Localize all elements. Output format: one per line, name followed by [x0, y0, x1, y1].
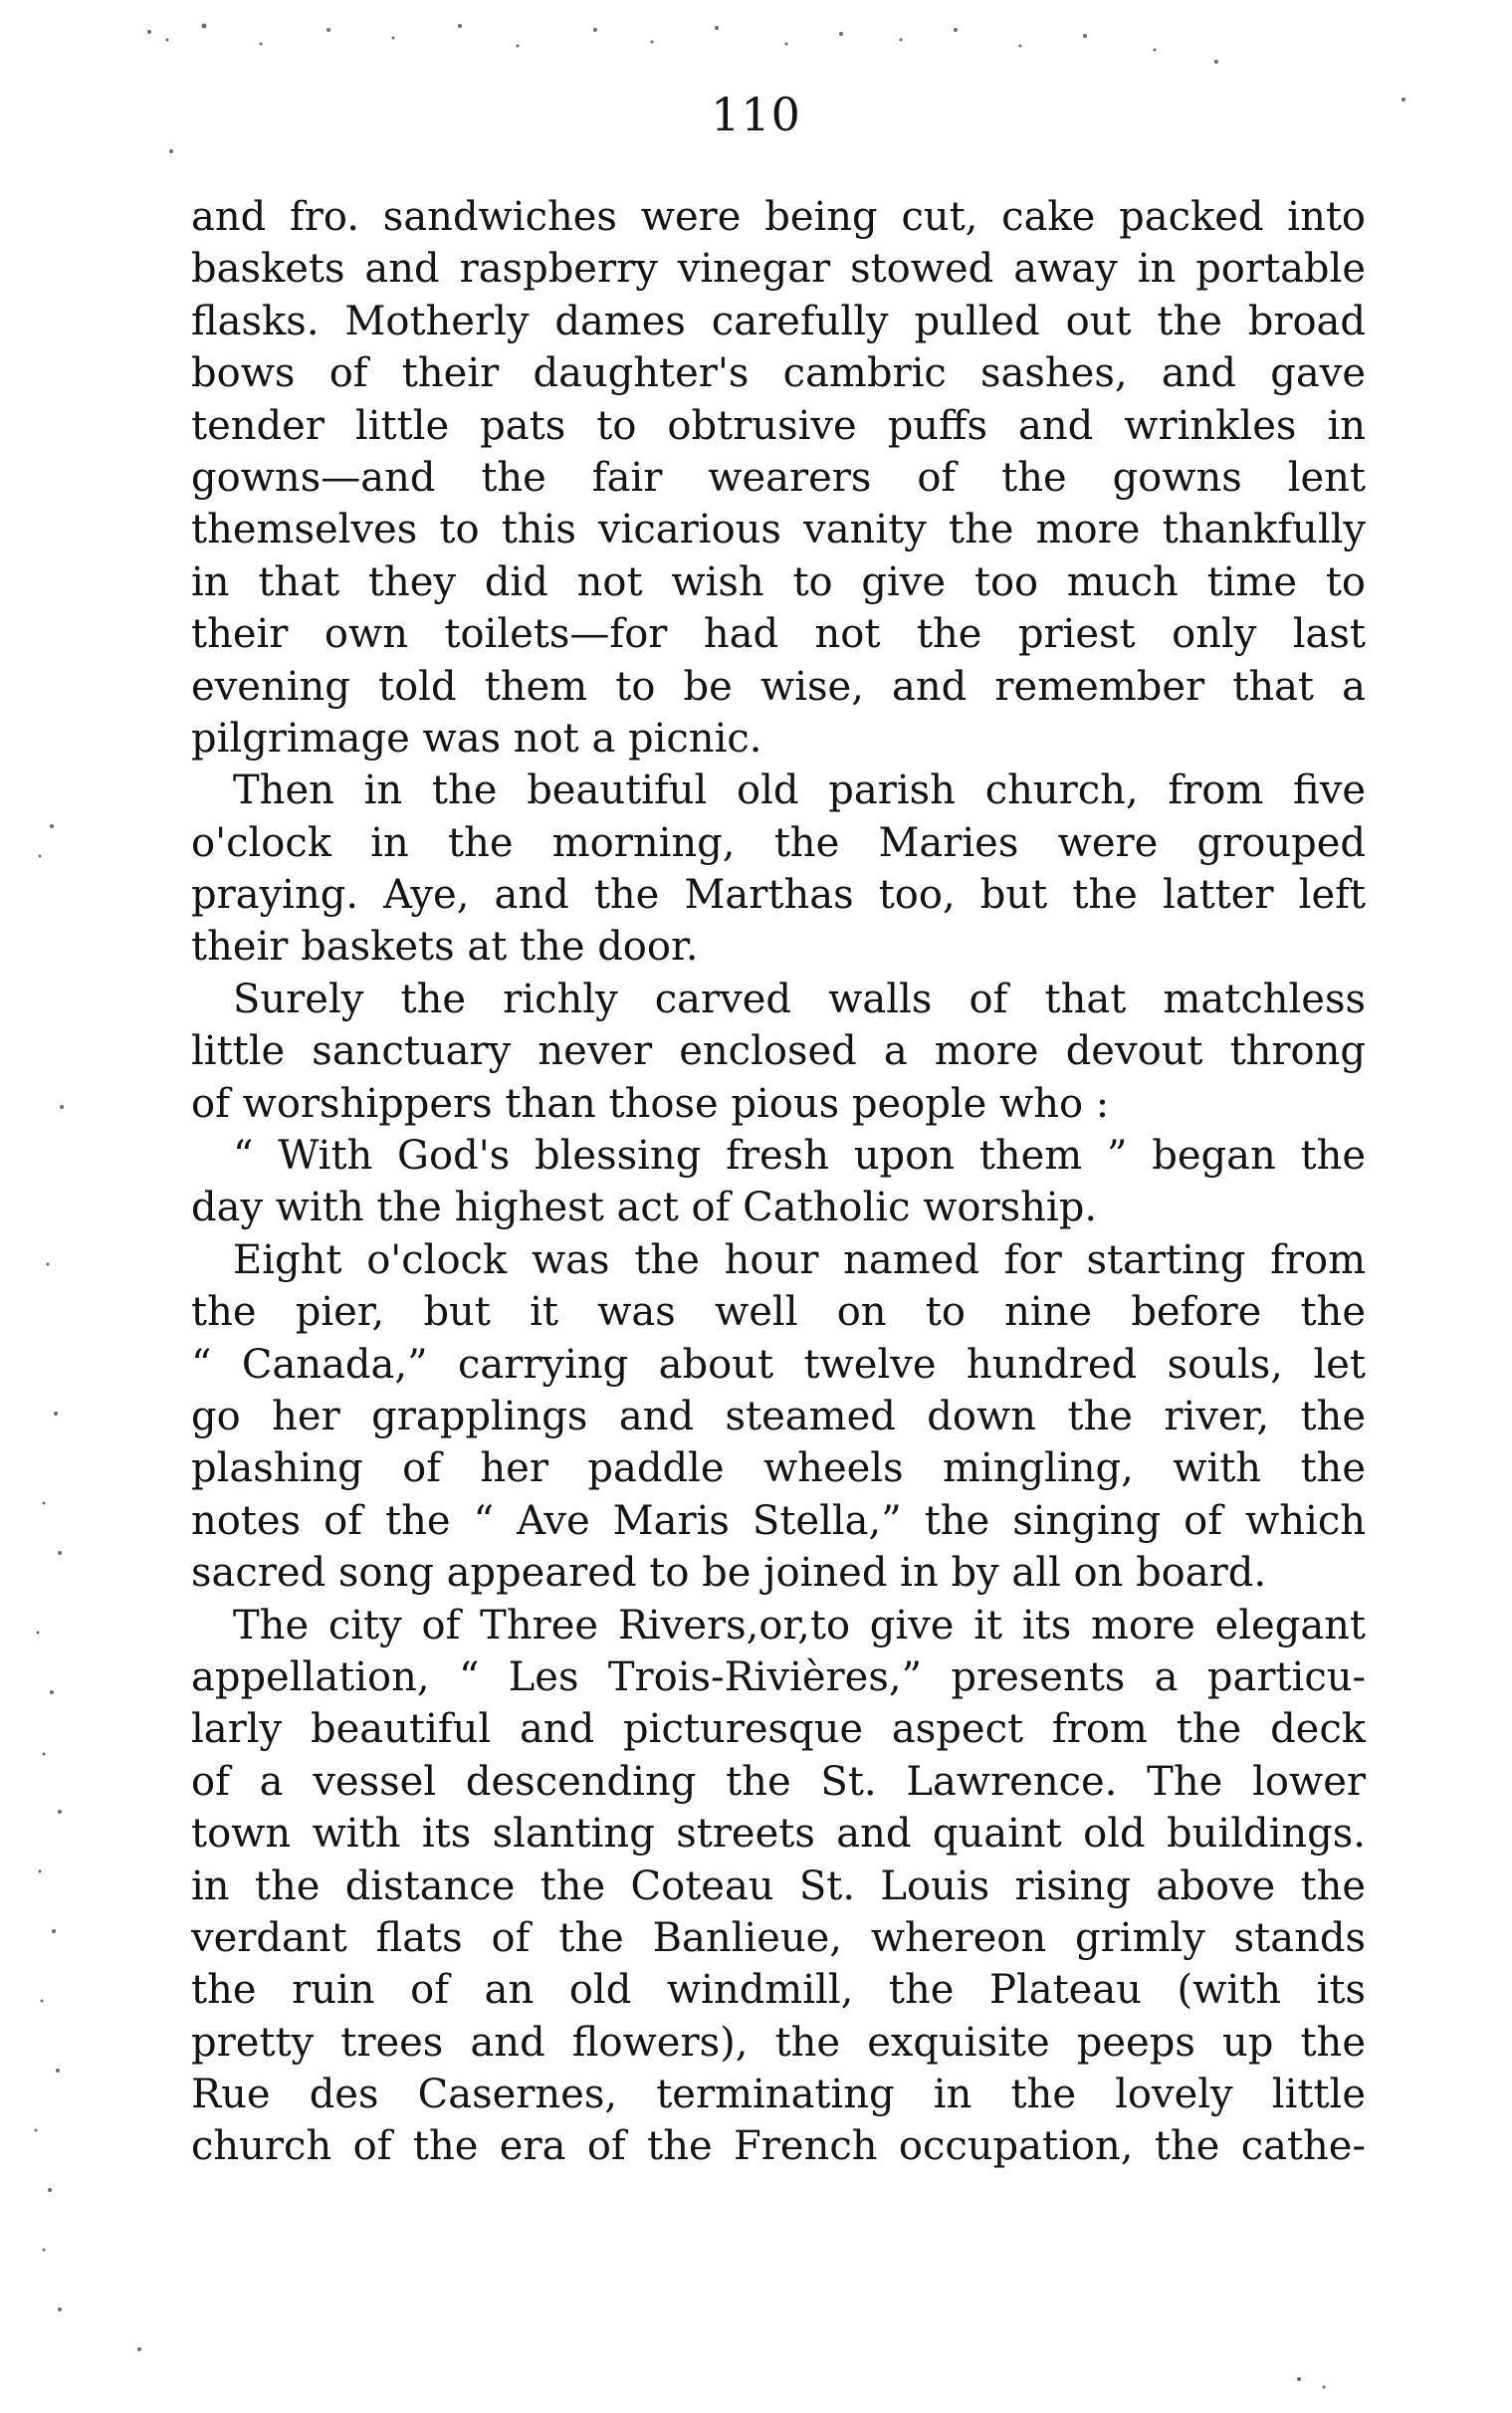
text-line: day with the highest act of Catholic worship.: [191, 1185, 1098, 1231]
text-line: pretty trees and flowers), the exquisite peeps up the: [191, 2019, 1366, 2066]
text-line: and fro. sandwiches were being cut, cake packed into: [191, 194, 1366, 240]
text-line: verdant flats of the Banlieue, whereon grimly stands: [191, 1914, 1366, 1961]
text-line: Rue des Casernes, terminating in the lovely little: [191, 2072, 1366, 2118]
text-line: evening told them to be wise, and remember that a: [191, 663, 1366, 710]
text-line: Then in the beautiful old parish church, from five: [233, 768, 1366, 814]
text-line: in that they did not wish to give too much time to: [191, 558, 1366, 605]
text-line: notes of the “ Ave Maris Stella,” the singing of which: [191, 1497, 1366, 1544]
text-line: baskets and raspberry vinegar stowed away in portable: [191, 246, 1366, 293]
text-line: plashing of her paddle wheels mingling, with the: [191, 1445, 1366, 1492]
text-line: “ Canada,” carrying about twelve hundred souls, let: [191, 1341, 1366, 1388]
text-line: of worshippers than those pious people who :: [191, 1080, 1110, 1127]
text-line: pilgrimage was not a picnic.: [191, 715, 762, 762]
text-line: their baskets at the door.: [191, 924, 699, 971]
text-line: “ With God's blessing fresh upon them ” began the: [233, 1133, 1366, 1180]
text-line: sacred song appeared to be joined in by all on board.: [191, 1550, 1267, 1597]
text-line: their own toilets—for had not the priest only last: [191, 611, 1366, 658]
text-line: flasks. Motherly dames carefully pulled out the broad: [191, 298, 1366, 344]
text-line: gowns—and the fair wearers of the gowns lent: [191, 454, 1366, 501]
text-line: bows of their daughter's cambric sashes, and gave: [191, 350, 1366, 397]
text-line: the ruin of an old windmill, the Plateau (with its: [191, 1967, 1366, 2014]
text-line: o'clock in the morning, the Maries were grouped: [191, 819, 1366, 866]
page-number: 110: [711, 88, 801, 141]
text-line: tender little pats to obtrusive puffs and wrinkles in: [191, 402, 1366, 449]
text-line: in the distance the Coteau St. Louis rising above the: [191, 1863, 1366, 1909]
text-line: larly beautiful and picturesque aspect from the deck: [191, 1706, 1366, 1753]
text-line: praying. Aye, and the Marthas too, but the latter left: [191, 872, 1366, 919]
text-line: of a vessel descending the St. Lawrence. The lower: [191, 1758, 1366, 1805]
text-line: themselves to this vicarious vanity the more thankfully: [191, 507, 1366, 553]
text-line: The city of Three Rivers,or,to give it its more elegant: [233, 1602, 1366, 1648]
text-line: the pier, but it was well on to nine before the: [191, 1289, 1366, 1336]
text-line: town with its slanting streets and quaint old buildings.: [191, 1811, 1366, 1858]
text-line: church of the era of the French occupation, the cathe-: [191, 2123, 1366, 2170]
text-line: Eight o'clock was the hour named for starting from: [233, 1236, 1366, 1283]
body-text: [191, 191, 1366, 2173]
text-line: go her grapplings and steamed down the river, the: [191, 1393, 1366, 1439]
text-line: little sanctuary never enclosed a more devout throng: [191, 1028, 1366, 1075]
text-line: Surely the richly carved walls of that matchless: [233, 976, 1366, 1022]
text-line: appellation, “ Les Trois-Rivières,” presents a particu-: [191, 1653, 1366, 1700]
